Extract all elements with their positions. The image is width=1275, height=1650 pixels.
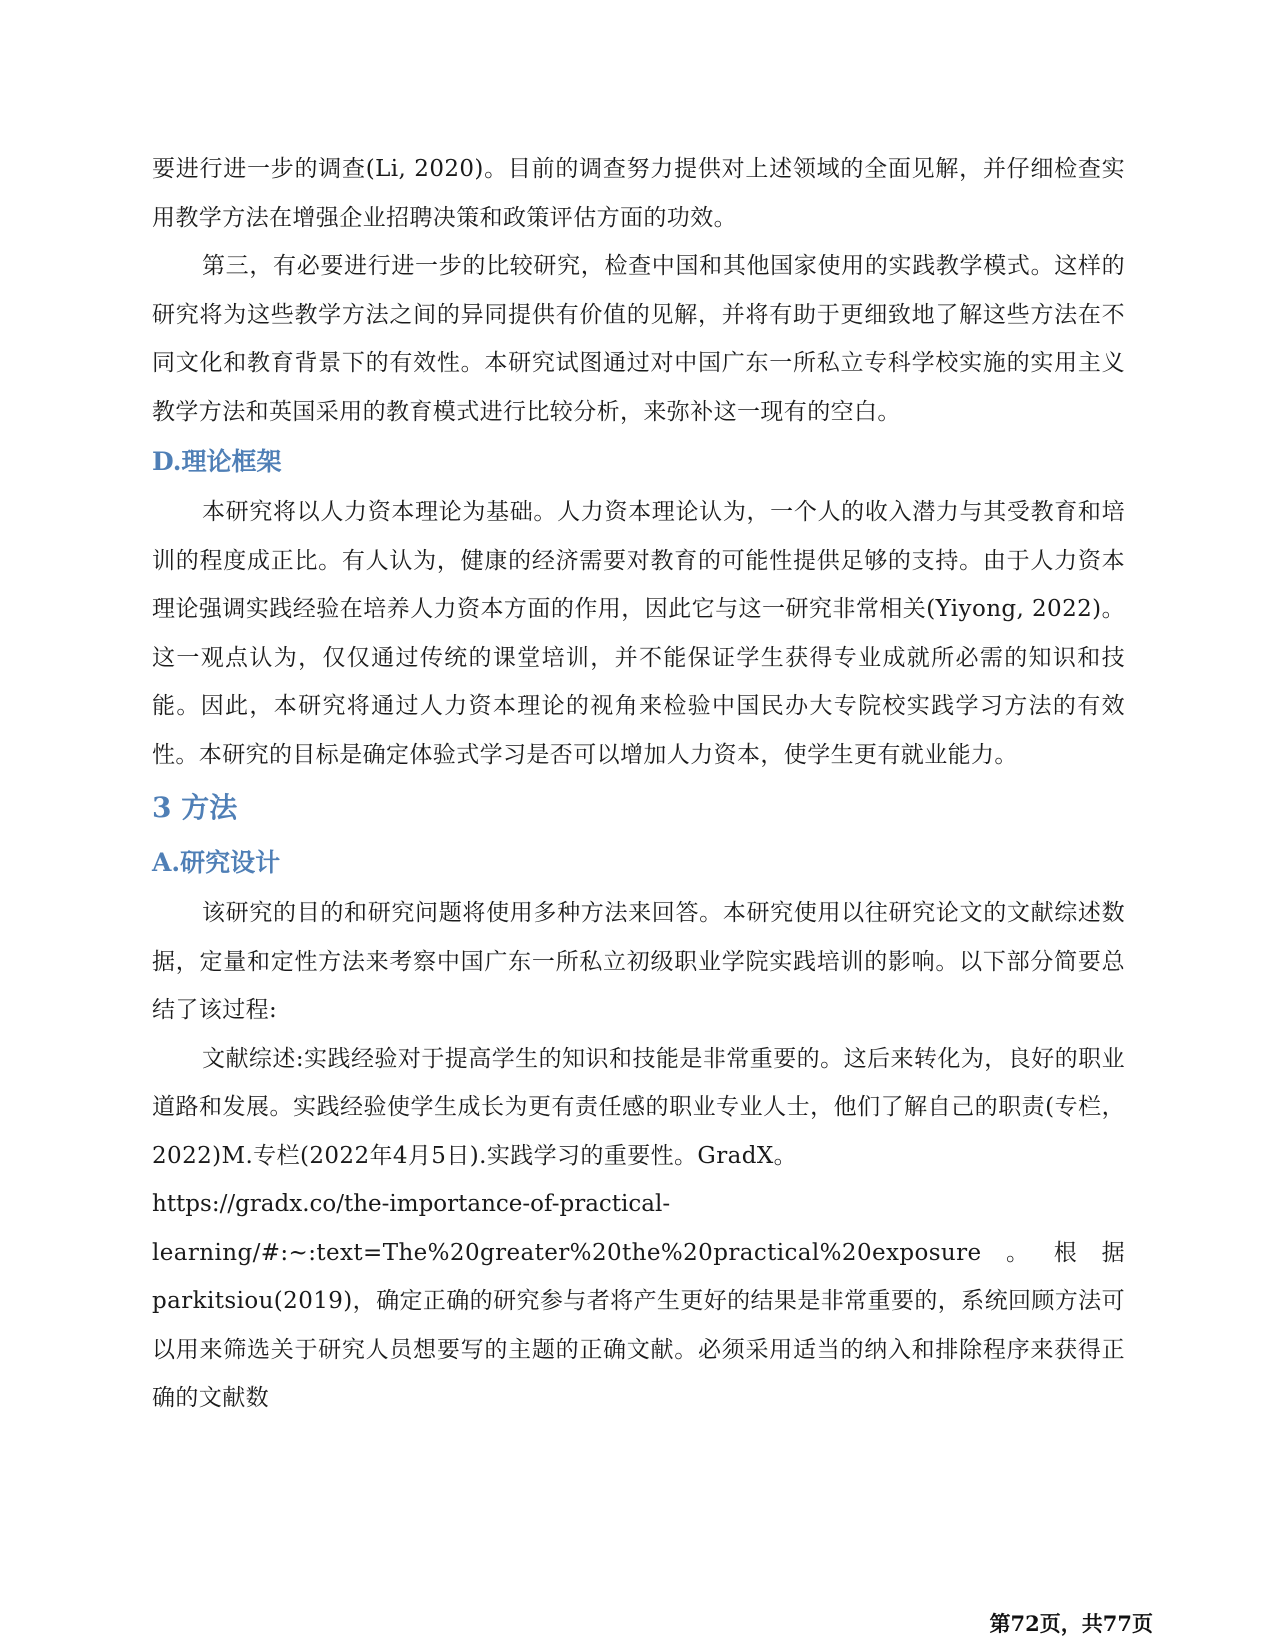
heading-theoretical-framework: D.理论框架: [152, 447, 282, 476]
paragraph-research-design: 该研究的目的和研究问题将使用多种方法来回答。本研究使用以往研究论文的文献综述数据，定量和定性方法来考察中国广东一所私立初级职业学院实践培训的影响。以下部分简要总结了该过程:: [152, 900, 1125, 1023]
heading-research-design: A.研究设计: [152, 848, 281, 877]
paragraph-literature-review: 文献综述:实践经验对于提高学生的知识和技能是非常重要的。这后来转化为，良好的职业道路和发展。实践经验使学生成长为更有责任感的职业专业人士，他们了解自己的职责(专栏，2022)M.专栏(2022年4月5日).实践学习的重要性。GradX。: [152, 1045, 1125, 1169]
document-body: [152, 145, 1125, 1423]
page-number-footer: 第72页，共77页: [989, 1611, 1153, 1636]
section-heading-methods: 3 方法: [152, 791, 238, 824]
citation-url-line: https://gradx.co/the-importance-of-practical-: [152, 1191, 671, 1217]
paragraph-literature-review-continued: learning/#:~:text=The%20greater%20the%20practical%20exposure。根据parkitsiou(2019)，确定正确的研究参与者将产生更好的结果是非常重要的，系统回顾方法可以用来筛选关于研究人员想要写的主题的正确文献。必须采用适当的纳入和排除程序来获得正确的文献数: [152, 1239, 1125, 1411]
paragraph-continuation: 要进行进一步的调查(Li, 2020)。目前的调查努力提供对上述领域的全面见解，并仔细检查实用教学方法在增强企业招聘决策和政策评估方面的功效。: [152, 156, 1125, 231]
paragraph-comparative-research: 第三，有必要进行进一步的比较研究，检查中国和其他国家使用的实践教学模式。这样的研究将为这些教学方法之间的异同提供有价值的见解，并将有助于更细致地了解这些方法在不同文化和教育背景下的有效性。本研究试图通过对中国广东一所私立专科学校实施的实用主义教学方法和英国采用的教育模式进行比较分析，来弥补这一现有的空白。: [152, 253, 1125, 425]
paragraph-human-capital-theory: 本研究将以人力资本理论为基础。人力资本理论认为，一个人的收入潜力与其受教育和培训的程度成正比。有人认为，健康的经济需要对教育的可能性提供足够的支持。由于人力资本理论强调实践经验在培养人力资本方面的作用，因此它与这一研究非常相关(Yiyong, 2022)。这一观点认为，仅仅通过传统的课堂培训，并不能保证学生获得专业成就所必需的知识和技能。因此，本研究将通过人力资本理论的视角来检验中国民办大专院校实践学习方法的有效性。本研究的目标是确定体验式学习是否可以增加人力资本，使学生更有就业能力。: [152, 499, 1125, 768]
